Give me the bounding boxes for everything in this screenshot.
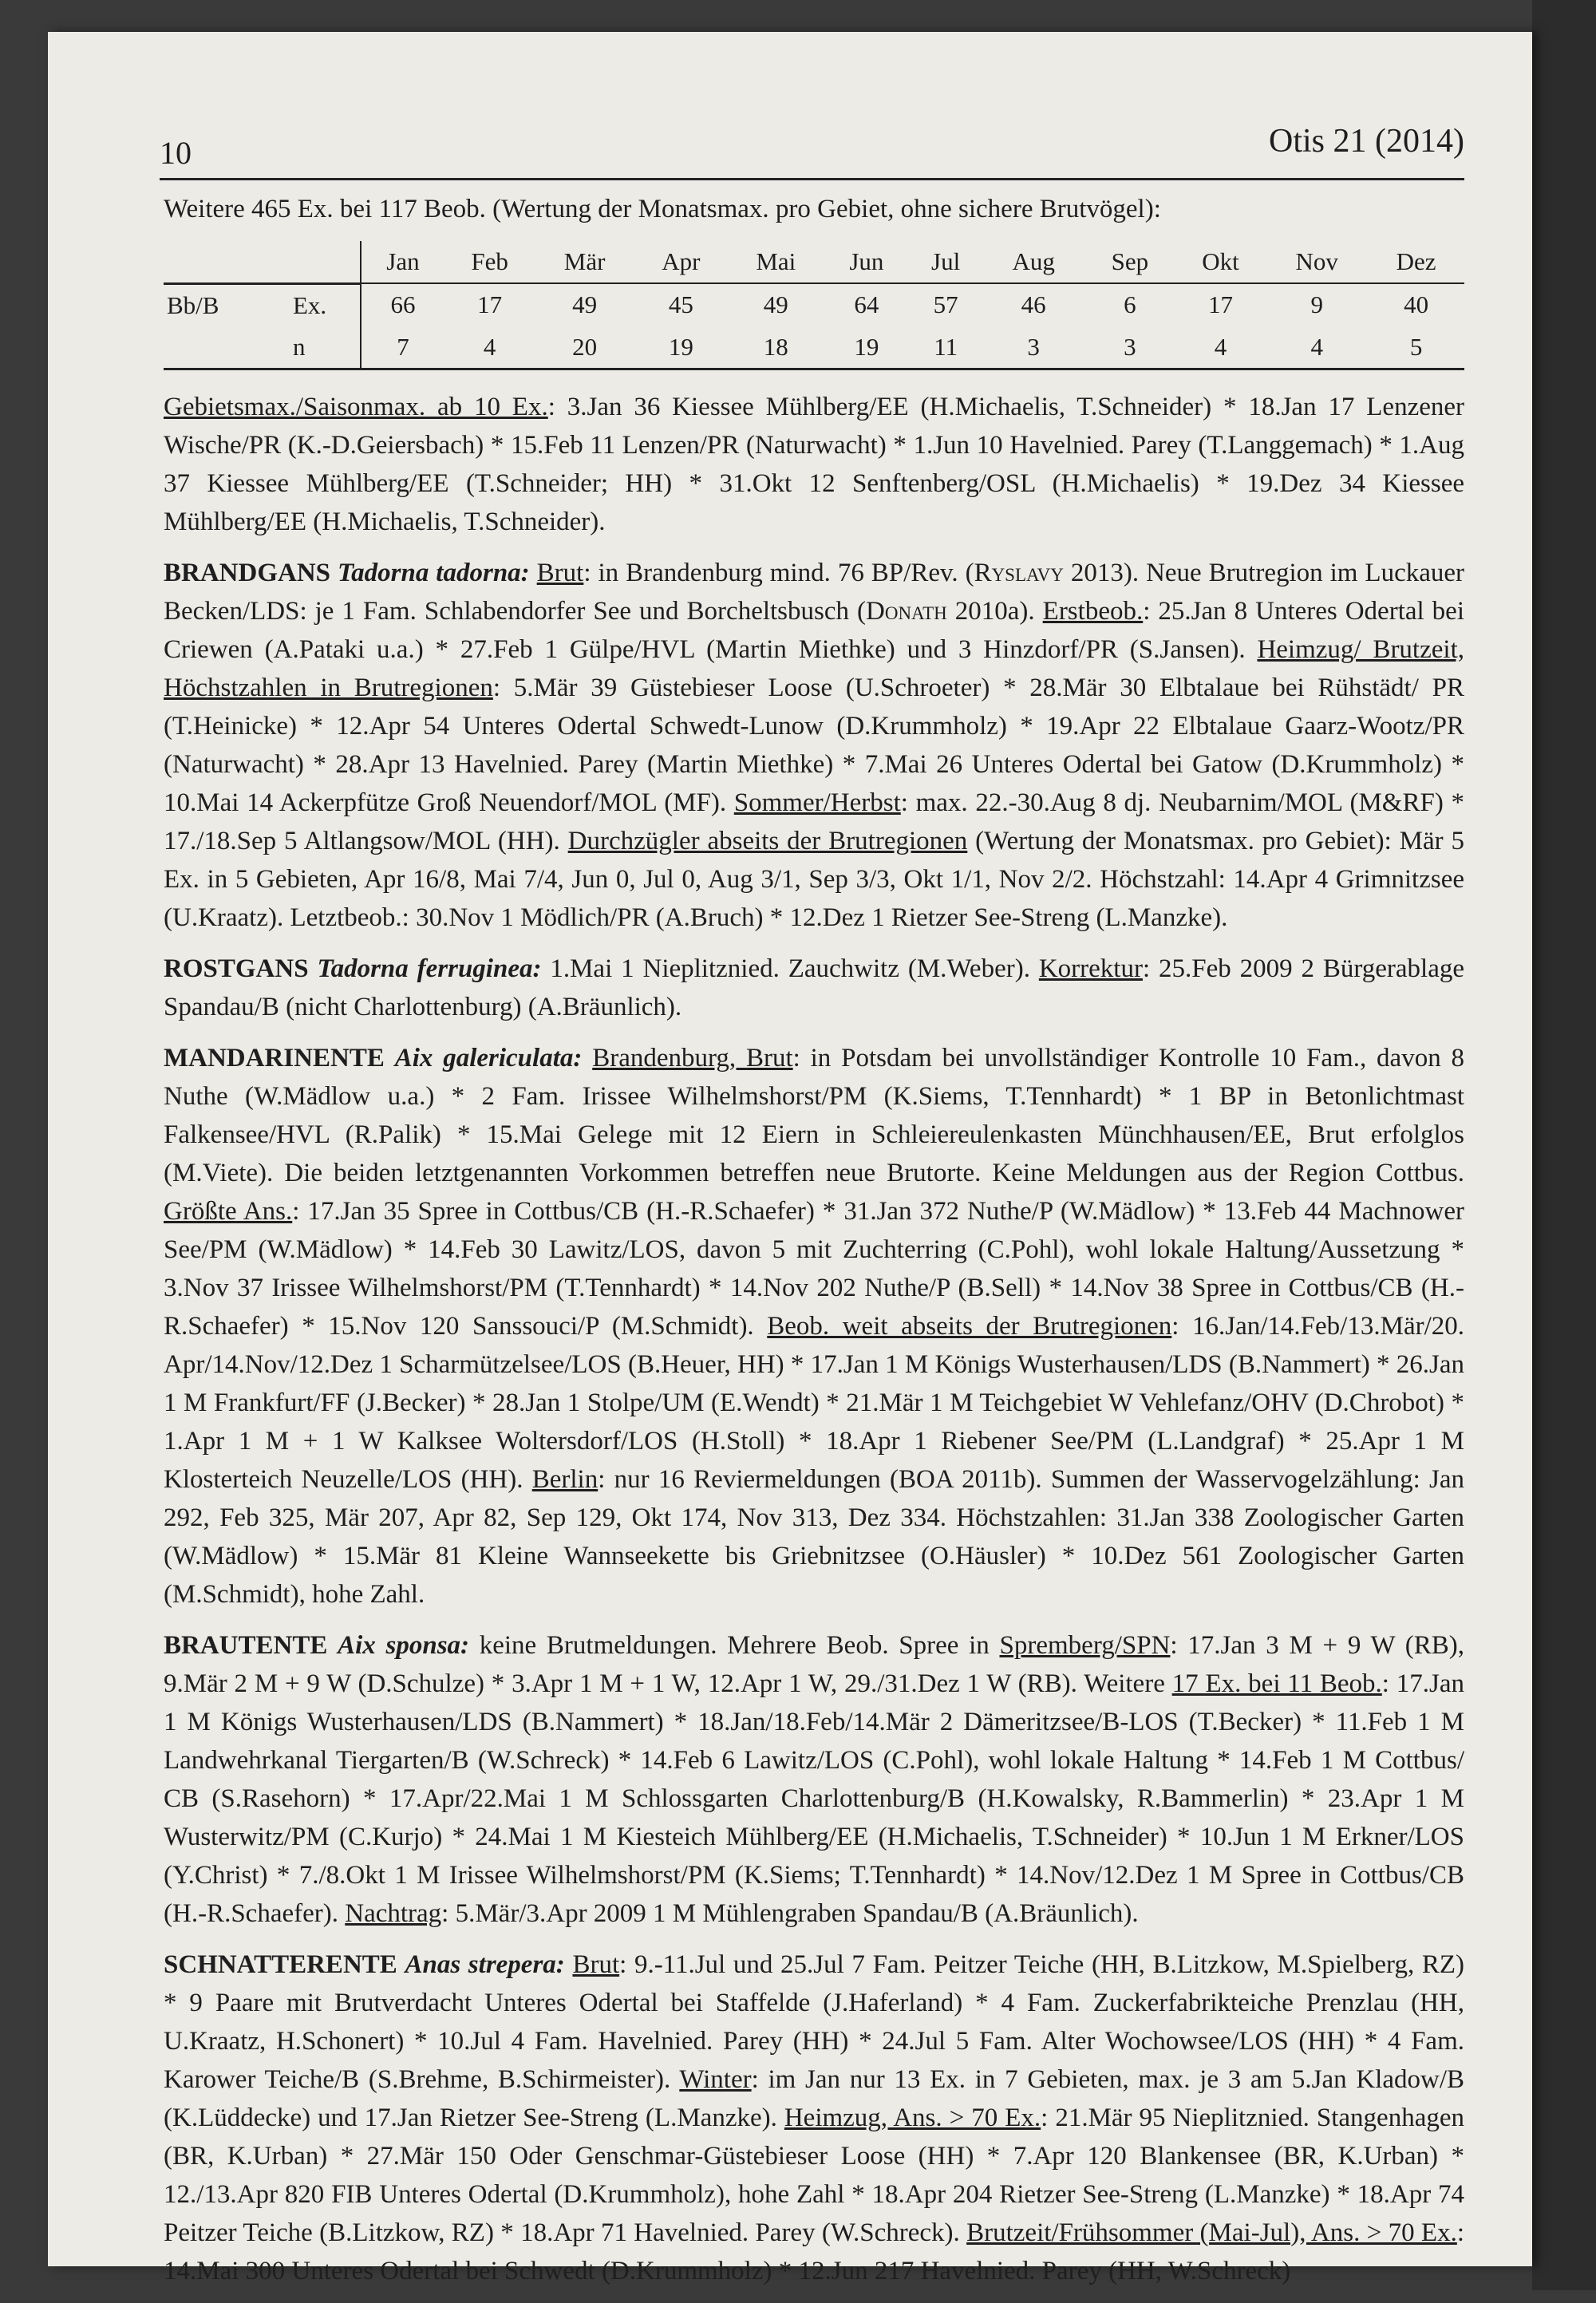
table-cell: 11	[909, 326, 982, 369]
species-name: BRAUTENTE	[164, 1630, 328, 1660]
month-header: Dez	[1368, 241, 1464, 283]
month-header: Jan	[361, 241, 444, 283]
table-cell: 3	[1084, 326, 1175, 369]
month-header: Aug	[982, 241, 1084, 283]
month-header: Feb	[444, 241, 535, 283]
month-header: Apr	[634, 241, 728, 283]
row-label: n	[290, 326, 361, 369]
table-cell: 5	[1368, 326, 1464, 369]
table-cell: 4	[1175, 326, 1266, 369]
journal-title: Otis 21 (2014)	[1269, 123, 1464, 160]
species-brautente: BRAUTENTE Aix sponsa: keine Brutmeldungen. Mehrere Beob. Spree in Spremberg/SPN: 17.Jan 3 M + 9 W (RB), 9.Mär 2 M + 9 W (D.Schulze) * 3.Apr 1 M + 1 W, 12.Apr 1 W, 29./31.Dez 1 W (RB). Weitere 17 Ex. bei 11 Beob.: 17.Jan 1 M Königs Wusterhausen/LDS (B.Nammert) * 18.Jan/18.Feb/14.Mär 2 Dämeritzsee/B-LOS (T.Becker) * 11.Feb 1 M Landwehrkanal Tiergarten/B (W.Schreck) * 14.Feb 6 Lawitz/LOS (C.Pohl), wohl lokale Haltung * 14.Feb 1 M Cottbus/ CB (S.Rasehorn) * 17.Apr/22.Mai 1 M Schlossgarten Charlottenburg/B (H.Kowalsky, R.Bammerlin) * 23.Apr 1 M Wusterwitz/PM (C.Kurjo) * 24.Mai 1 M Kiesteich Mühlberg/EE (H.Michaelis, T.Schneider) * 10.Jun 1 M Erkner/LOS (Y.Christ) * 7./8.Okt 1 M Irissee Wilhelmshorst/PM (K.Siems; T.Tennhardt) * 14.Nov/12.Dez 1 M Spree in Cottbus/CB (H.-R.Schaefer). Nachtrag: 5.Mär/3.Apr 2009 1 M Mühlengraben Spandau/B (A.Bräunlich).	[164, 1630, 1464, 1928]
species-scientific: Tadorna tadorna:	[338, 558, 530, 587]
table-cell: 3	[982, 326, 1084, 369]
species-name: ROSTGANS	[164, 954, 309, 983]
table-cell: 20	[535, 326, 634, 369]
table-cell: 17	[477, 290, 503, 319]
species-rostgans: ROSTGANS Tadorna ferruginea: 1.Mai 1 Nieplitznied. Zauchwitz (M.Weber). Korrektur: 25.Feb 2009 2 Bürgerablage Spandau/B (nicht Charlottenburg) (A.Bräunlich).	[164, 954, 1464, 1021]
species-scientific: Tadorna ferruginea:	[317, 954, 542, 983]
table-cell: 46	[1021, 290, 1046, 319]
table-cell: 64	[854, 290, 879, 319]
table-cell: 9	[1310, 290, 1323, 319]
table-row	[164, 326, 1464, 369]
month-header: Okt	[1175, 241, 1266, 283]
table-cell: 19	[824, 326, 909, 369]
row-label: Ex.	[290, 283, 361, 326]
intro-line: Weitere 465 Ex. bei 117 Beob. (Wertung der Monatsmax. pro Gebiet, ohne sichere Brutvögel):	[164, 195, 1161, 223]
table-cell: 7	[361, 326, 444, 369]
table-row	[164, 283, 1464, 326]
paragraph-gebietsmax: Gebietsmax./Saisonmax. ab 10 Ex.: 3.Jan 36 Kiessee Mühlberg/EE (H.Michaelis, T.Schneider) * 18.Jan 17 Lenzener Wische/PR (K.-D.Geiersbach) * 15.Feb 11 Lenzen/PR (Naturwacht) * 1.Jun 10 Havelnied. Parey (T.Langgemach) * 1.Aug 37 Kiessee Mühlberg/EE (T.Schneider; HH) * 31.Okt 12 Senftenberg/OSL (H.Michaelis) * 19.Dez 34 Kiessee Mühlberg/EE (H.Michaelis, T.Schneider).	[164, 392, 1465, 536]
table-cell: 49	[763, 290, 788, 319]
species-scientific: Anas strepera:	[405, 1949, 565, 1979]
species-name: BRANDGANS	[164, 558, 331, 587]
month-header: Mai	[728, 241, 824, 283]
table-cell: 6	[1124, 290, 1136, 319]
species-name: SCHNATTERENTE	[164, 1949, 397, 1979]
species-scientific: Aix galericulata:	[394, 1043, 583, 1072]
table-cell: 66	[390, 290, 416, 319]
species-mandarinente: MANDARINENTE Aix galericulata: Brandenburg, Brut: in Potsdam bei unvollständiger Kontrolle 10 Fam., davon 8 Nuthe (W.Mädlow u.a.) * 2 Fam. Irissee Wilhelmshorst/PM (K.Siems, T.Tennhardt) * 1 BP in Betonlichtmast Falkensee/HVL (R.Palik) * 15.Mai Gelege mit 12 Eiern in Schleiereulenkasten Münchhausen/EE, Brut erfolglos (M.Viete). Die beiden letztgenannten Vorkommen betreffen neue Brutorte. Keine Meldungen aus der Region Cottbus. Größte Ans.: 17.Jan 35 Spree in Cottbus/CB (H.-R.Schaefer) * 31.Jan 372 Nuthe/P (W.Mädlow) * 13.Feb 44 Machnower See/PM (W.Mädlow) * 14.Feb 30 Lawitz/LOS, davon 5 mit Zuchterring (C.Pohl), wohl lokale Haltung/Aussetzung * 3.Nov 37 Irissee Wilhelmshorst/PM (T.Tennhardt) * 14.Nov 202 Nuthe/P (B.Sell) * 14.Nov 38 Spree in Cottbus/CB (H.-R.Schaefer) * 15.Nov 120 Sanssouci/P (M.Schmidt). Beob. weit abseits der Brutregionen: 16.Jan/14.Feb/13.Mär/20. Apr/14.Nov/12.Dez 1 Scharmützelsee/LOS (B.Heuer, HH) * 17.Jan 1 M Königs Wusterhausen/LDS (B.Nammert) * 26.Jan 1 M Frankfurt/FF (J.Becker) * 28.Jan 1 Stolpe/UM (E.Wendt) * 21.Mär 1 M Teichgebiet W Vehlefanz/OHV (D.Chrobot) * 1.Apr 1 M + 1 W Kalksee Woltersdorf/LOS (H.Stoll) * 18.Apr 1 Riebener See/PM (L.Landgraf) * 25.Apr 1 M Klosterteich Neuzelle/LOS (HH). Berlin: nur 16 Reviermeldungen (BOA 2011b). Summen der Wasservogelzählung: Jan 292, Feb 325, Mär 207, Apr 82, Sep 129, Okt 174, Nov 313, Dez 334. Höchstzahlen: 31.Jan 338 Zoologischer Garten (W.Mädlow) * 15.Mär 81 Kleine Wannseekette bis Griebnitzsee (O.Häusler) * 10.Dez 561 Zoologischer Garten (M.Schmidt), hohe Zahl.	[164, 1043, 1465, 1609]
book-spine	[1532, 0, 1596, 2290]
month-header: Mär	[535, 241, 634, 283]
monthly-table	[164, 241, 1464, 370]
table-cell: 45	[668, 290, 693, 319]
table-cell: 4	[1266, 326, 1368, 369]
table-cell: 18	[728, 326, 824, 369]
table-header-row	[164, 241, 1464, 283]
species-name: MANDARINENTE	[164, 1043, 385, 1072]
species-schnatterente: SCHNATTERENTE Anas strepera: Brut: 9.-11.Jul und 25.Jul 7 Fam. Peitzer Teiche (HH, B.Litzkow, M.Spielberg, RZ) * 9 Paare mit Brutverdacht Unteres Odertal bei Staffelde (J.Haferland) * 4 Fam. Zuckerfabrikteiche Prenzlau (HH, U.Kraatz, H.Schonert) * 10.Jul 4 Fam. Havelnied. Parey (HH) * 24.Jul 5 Fam. Alter Wochowsee/LOS (HH) * 4 Fam. Karower Teiche/B (S.Brehme, B.Schirmeister). Winter: im Jan nur 13 Ex. in 7 Gebieten, max. je 3 am 5.Jan Kladow/B (K.Lüddecke) und 17.Jan Rietzer See-Streng (L.Manzke). Heimzug, Ans. > 70 Ex.: 21.Mär 95 Nieplitznied. Stangenhagen (BR, K.Urban) * 27.Mär 150 Oder Genschmar-Güstebieser Loose (HH) * 7.Apr 120 Blankensee (BR, K.Urban) * 12./13.Apr 820 FIB Unteres Odertal (D.Krummholz), hohe Zahl * 18.Apr 204 Rietzer See-Streng (L.Manzke) * 18.Apr 74 Peitzer Teiche (B.Litzkow, RZ) * 18.Apr 71 Havelnied. Parey (W.Schreck). Brutzeit/Frühsommer (Mai-Jul), Ans. > 70 Ex.: 14.Mai 300 Unteres Odertal bei Schwedt (D.Krummholz) * 12.Jun 217 Havelnied. Parey (HH, W.Schreck)	[164, 1949, 1465, 2285]
table-cell: 4	[444, 326, 535, 369]
page-header	[160, 92, 1464, 180]
month-header: Sep	[1084, 241, 1175, 283]
species-scientific: Aix sponsa:	[338, 1630, 470, 1660]
month-header: Nov	[1266, 241, 1368, 283]
species-brandgans: BRANDGANS Tadorna tadorna: Brut: in Brandenburg mind. 76 BP/Rev. (Ryslavy 2013). Neue Brutregion im Luckauer Becken/LDS: je 1 Fam. Schlabendorfer See und Borcheltsbusch (Donath 2010a). Erstbeob.: 25.Jan 8 Unteres Odertal bei Criewen (A.Pataki u.a.) * 27.Feb 1 Gülpe/HVL (Martin Miethke) und 3 Hinzdorf/PR (S.Jansen). Heimzug/ Brutzeit, Höchstzahlen in Brutregionen: 5.Mär 39 Güstebieser Loose (U.Schroeter) * 28.Mär 30 Elbtalaue bei Rühstädt/ PR (T.Heinicke) * 12.Apr 54 Unteres Odertal Schwedt-Lunow (D.Krummholz) * 19.Apr 22 Elbtalaue Gaarz-Wootz/PR (Naturwacht) * 28.Apr 13 Havelnied. Parey (Martin Miethke) * 7.Mai 26 Unteres Odertal bei Gatow (D.Krummholz) * 10.Mai 14 Ackerpfütze Groß Neuendorf/MOL (MF). Sommer/Herbst: max. 22.-30.Aug 8 dj. Neubarnim/MOL (M&RF) * 17./18.Sep 5 Altlangsow/MOL (HH). Durchzügler abseits der Brutregionen (Wertung der Monatsmax. pro Gebiet): Mär 5 Ex. in 5 Gebieten, Apr 16/8, Mai 7/4, Jun 0, Jul 0, Aug 3/1, Sep 3/3, Okt 1/1, Nov 2/2. Höchstzahl: 14.Apr 4 Grimnitzsee (U.Kraatz). Letztbeob.: 30.Nov 1 Mödlich/PR (A.Bruch) * 12.Dez 1 Rietzer See-Streng (L.Manzke).	[164, 558, 1465, 932]
month-header: Jul	[909, 241, 982, 283]
region-label: Bb/B	[164, 283, 290, 326]
table-cell: 17	[1207, 290, 1233, 319]
table-cell: 49	[572, 290, 598, 319]
table-cell: 40	[1404, 290, 1429, 319]
table-cell: 19	[634, 326, 728, 369]
article-body	[164, 190, 1464, 2303]
month-header: Jun	[824, 241, 909, 283]
page-number: 10	[160, 135, 192, 171]
table-cell: 57	[933, 290, 958, 319]
